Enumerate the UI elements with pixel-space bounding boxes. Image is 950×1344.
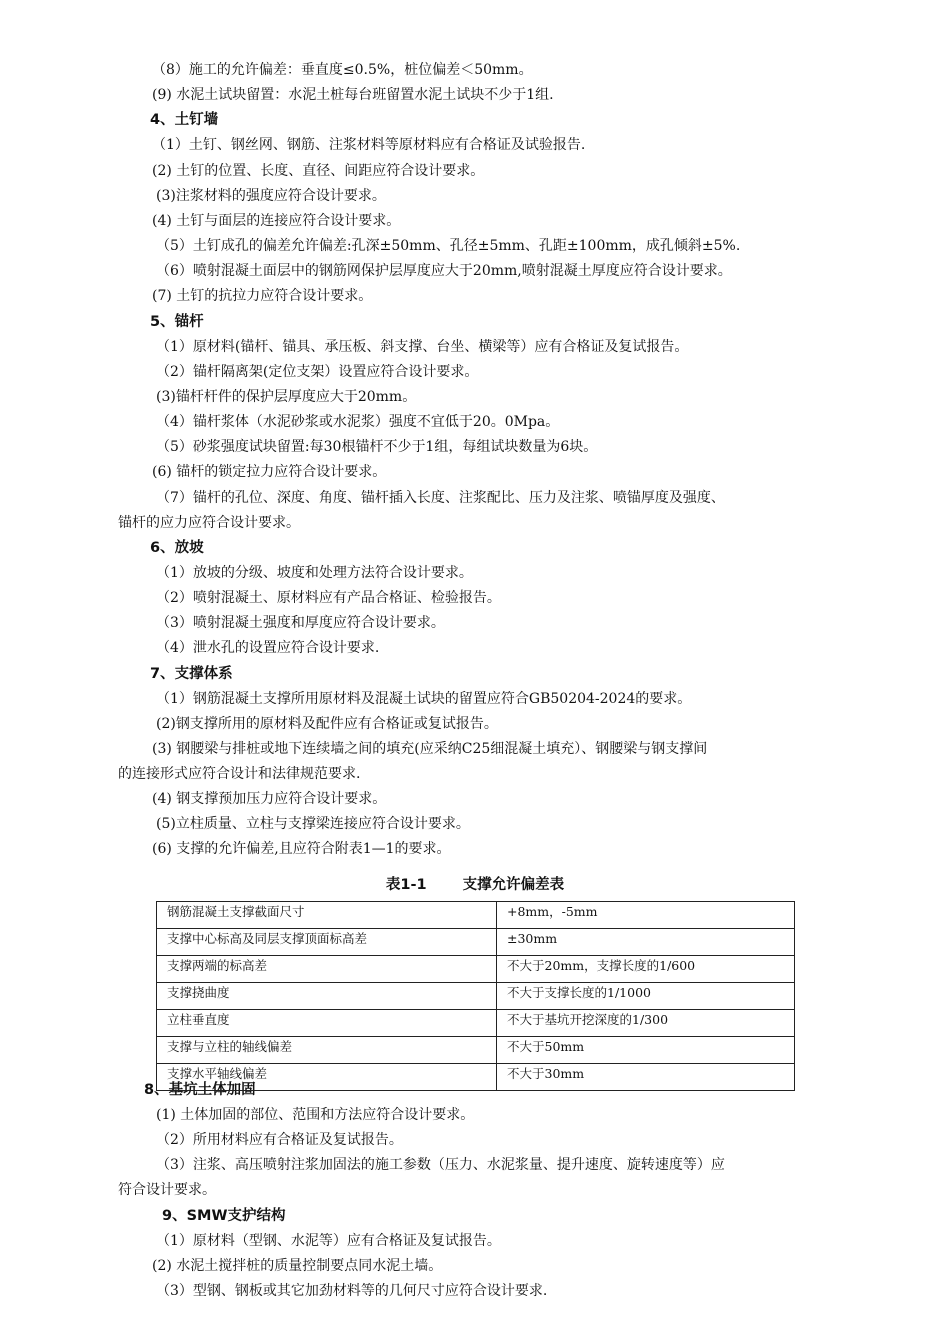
paragraph-line: （1）土钉、钢丝网、钢筋、注浆材料等原材料应有合格证及试验报告. [152, 137, 586, 153]
paragraph-line: （7）锚杆的孔位、深度、角度、锚杆插入长度、注浆配比、压力及注浆、喷锚厚度及强度、 [156, 490, 725, 506]
deviation-value-cell: 不大于基坑开挖深度的1/300 [497, 1010, 795, 1037]
table-row [157, 1064, 795, 1091]
paragraph-line: （2）喷射混凝土、原材料应有产品合格证、检验报告。 [156, 590, 501, 606]
paragraph-line: 的连接形式应符合设计和法律规范要求. [118, 766, 361, 782]
paragraph-line: (7) 土钉的抗拉力应符合设计要求。 [152, 288, 373, 304]
paragraph-line: （4）泄水孔的设置应符合设计要求. [156, 640, 380, 656]
support-deviation-table [156, 901, 795, 1091]
paragraph-line: (2) 水泥土搅拌桩的质量控制要点同水泥土墙。 [152, 1258, 443, 1274]
deviation-value-cell: 不大于20mm，支撑长度的1/600 [497, 956, 795, 983]
paragraph-line: （2）锚杆隔离架(定位支架）设置应符合设计要求。 [156, 364, 479, 380]
paragraph-line: (2) 土钉的位置、长度、直径、间距应符合设计要求。 [152, 163, 485, 179]
paragraph-line: （5）砂浆强度试块留置:每30根锚杆不少于1组，每组试块数量为6块。 [156, 439, 598, 455]
paragraph-line: (9) 水泥土试块留置：水泥土桩每台班留置水泥土试块不少于1组. [152, 87, 554, 103]
paragraph-line: （8）施工的允许偏差：垂直度≤0.5%，桩位偏差＜50mm。 [152, 62, 533, 78]
paragraph-line: (3)注浆材料的强度应符合设计要求。 [156, 188, 386, 204]
paragraph-line: (3)锚杆杆件的保护层厚度应大于20mm。 [156, 389, 417, 405]
table-caption-title: 支撑允许偏差表 [462, 877, 565, 893]
paragraph-line: （1）钢筋混凝土支撑所用原材料及混凝土试块的留置应符合GB50204-2024的要求。 [156, 691, 692, 707]
deviation-item-cell: 支撑挠曲度 [157, 983, 497, 1010]
section-heading: 5、锚杆 [150, 314, 204, 330]
paragraph-line: (6) 锚杆的锁定拉力应符合设计要求。 [152, 464, 387, 480]
deviation-item-cell: 支撑中心标高及同层支撑顶面标高差 [157, 929, 497, 956]
section-heading: 4、土钉墙 [150, 112, 219, 128]
paragraph-line: (1) 土体加固的部位、范围和方法应符合设计要求。 [156, 1107, 475, 1123]
section-heading: 9、SMW支护结构 [162, 1208, 286, 1224]
section-heading: 7、支撑体系 [150, 666, 233, 682]
paragraph-line: （3）型钢、钢板或其它加劲材料等的几何尺寸应符合设计要求. [156, 1283, 548, 1299]
paragraph-line: (4) 土钉与面层的连接应符合设计要求。 [152, 213, 401, 229]
paragraph-line: (3) 钢腰梁与排桩或地下连续墙之间的填充(应采纳C25细混凝土填充）、钢腰梁与钢支撑间 [152, 741, 708, 757]
deviation-item-cell: 立柱垂直度 [157, 1010, 497, 1037]
paragraph-line: （5）土钉成孔的偏差允许偏差:孔深±50mm、孔径±5mm、孔距±100mm，成孔倾斜±5%. [156, 238, 741, 254]
section-heading: 8、基坑土体加固 [144, 1082, 256, 1098]
deviation-value-cell: ±30mm [497, 929, 795, 956]
table-caption-number: 表1-1 [385, 877, 427, 893]
paragraph-line: （1）放坡的分级、坡度和处理方法符合设计要求。 [156, 565, 473, 581]
deviation-value-cell: 不大于30mm [497, 1064, 795, 1091]
paragraph-line: 锚杆的应力应符合设计要求。 [118, 515, 300, 531]
paragraph-line: （1）原材料(锚杆、锚具、承压板、斜支撑、台坐、横梁等）应有合格证及复试报告。 [156, 339, 689, 355]
deviation-item-cell: 支撑水平轴线偏差 [157, 1064, 497, 1091]
deviation-value-cell: 不大于支撑长度的1/1000 [497, 983, 795, 1010]
paragraph-line: (2)钢支撑所用的原材料及配件应有合格证或复试报告。 [156, 716, 498, 732]
paragraph-line: （3）注浆、高压喷射注浆加固法的施工参数（压力、水泥浆量、提升速度、旋转速度等）应 [156, 1157, 725, 1173]
table-caption [0, 875, 950, 895]
table-row [157, 956, 795, 983]
paragraph-line: 符合设计要求。 [118, 1182, 216, 1198]
table-row [157, 983, 795, 1010]
deviation-item-cell: 钢筋混凝土支撑截面尺寸 [157, 902, 497, 929]
paragraph-line: （4）锚杆浆体（水泥砂浆或水泥浆）强度不宜低于20。0Mpa。 [156, 414, 560, 430]
paragraph-line: （6）喷射混凝土面层中的钢筋网保护层厚度应大于20mm,喷射混凝土厚度应符合设计要求。 [156, 263, 732, 279]
table-row [157, 902, 795, 929]
deviation-item-cell: 支撑两端的标高差 [157, 956, 497, 983]
paragraph-line: (6) 支撑的允许偏差,且应符合附表1—1的要求。 [152, 841, 451, 857]
paragraph-line: （2）所用材料应有合格证及复试报告。 [156, 1132, 403, 1148]
table-row [157, 1037, 795, 1064]
paragraph-line: (4) 钢支撑预加压力应符合设计要求。 [152, 791, 387, 807]
table-row [157, 1010, 795, 1037]
deviation-value-cell: 不大于50mm [497, 1037, 795, 1064]
deviation-value-cell: +8mm，-5mm [497, 902, 795, 929]
section-heading: 6、放坡 [150, 540, 204, 556]
paragraph-line: （1）原材料（型钢、水泥等）应有合格证及复试报告。 [156, 1233, 501, 1249]
table-row [157, 929, 795, 956]
paragraph-line: （3）喷射混凝土强度和厚度应符合设计要求。 [156, 615, 445, 631]
paragraph-line: (5)立柱质量、立柱与支撑梁连接应符合设计要求。 [156, 816, 470, 832]
deviation-item-cell: 支撑与立柱的轴线偏差 [157, 1037, 497, 1064]
